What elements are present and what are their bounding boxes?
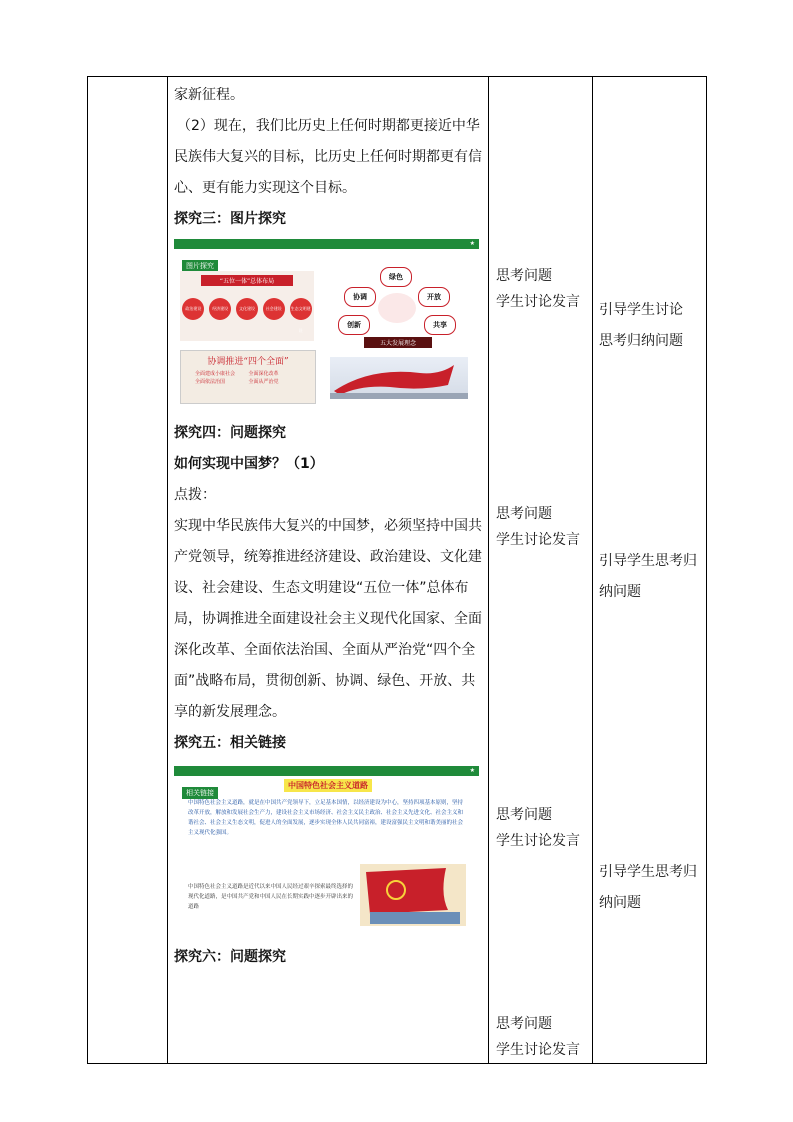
slide-header-bar: ★: [174, 766, 479, 776]
column-divider: [488, 77, 489, 1063]
slide-tag: 相关链接: [182, 787, 218, 799]
four-item: 全面依法治国: [195, 379, 226, 385]
activity-line: 引导学生讨论: [599, 302, 683, 318]
activity-line: 思考归纳问题: [599, 333, 683, 349]
slide-title: 中国特色社会主义道路: [284, 779, 372, 792]
party-flag-cartoon: [360, 864, 466, 926]
party-flag-image: [330, 357, 468, 399]
slide-header-bar: ★: [174, 239, 479, 249]
activity-line: 学生讨论发言: [496, 294, 580, 310]
column-divider: [592, 77, 593, 1063]
lesson-table: [87, 76, 707, 1064]
tip-label: 点拨：: [174, 487, 216, 503]
student-activity-4: [496, 1011, 580, 1063]
five-ideas-diagram: [332, 263, 462, 353]
flag-illustration: [330, 357, 468, 399]
idea-open: 开放: [418, 287, 450, 307]
column-divider: [167, 77, 168, 1063]
five-item: 文化建设: [236, 298, 258, 320]
idea-green: 绿色: [380, 267, 412, 287]
activity-line: 学生讨论发言: [496, 1042, 580, 1058]
teacher-activity-3: [599, 857, 697, 919]
five-item: 生态文明建设: [290, 298, 312, 320]
content-column: [174, 77, 486, 973]
ideas-center: [378, 293, 416, 323]
five-item: 政治建设: [182, 298, 204, 320]
activity-line: 引导学生思考归: [599, 864, 697, 880]
activity-line: 思考问题: [496, 1016, 552, 1032]
slide-image-picture-inquiry: [174, 239, 479, 404]
activity-line: 纳问题: [599, 584, 641, 600]
student-activity-1: [496, 263, 580, 315]
slide-image-related-link: [174, 766, 479, 932]
question-title: 如何实现中国梦？（1）: [174, 456, 324, 472]
four-title: 协调推进“四个全面”: [207, 357, 289, 367]
section-heading: 探究六：问题探究: [174, 949, 286, 965]
teacher-activity-2: [599, 546, 697, 608]
activity-line: 思考问题: [496, 268, 552, 284]
five-in-one-title: “五位一体”总体布局: [201, 275, 293, 286]
activity-line: 学生讨论发言: [496, 532, 580, 548]
section-heading: 探究三：图片探究: [174, 211, 286, 227]
five-in-one-diagram: [180, 271, 314, 341]
idea-coordinate: 协调: [344, 287, 376, 307]
idea-share: 共享: [424, 315, 456, 335]
four-item: 全面深化改革: [248, 371, 279, 377]
answer-paragraph: 实现中华民族伟大复兴的中国梦，必须坚持中国共产党领导，统筹推进经济建设、政治建设、文化建设、社会建设、生态文明建设“五位一体”总体布局，协调推进全面建设社会主义现代化国家、全面深化改革、全面依法治国、全面从严治党“四个全面”战略布局，贯彻创新、协调、绿色、开放、共享的新发展理念。: [174, 518, 482, 720]
section-heading: 探究五：相关链接: [174, 735, 286, 751]
activity-line: 引导学生思考归: [599, 553, 697, 569]
section-heading: 探究四：问题探究: [174, 425, 286, 441]
student-activity-2: [496, 501, 580, 553]
activity-line: 纳问题: [599, 895, 641, 911]
teacher-activity-1: [599, 295, 683, 357]
activity-line: 思考问题: [496, 807, 552, 823]
four-item: 全面建成小康社会: [195, 371, 236, 377]
ideas-caption: 五大发展理念: [364, 337, 432, 348]
student-activity-3: [496, 802, 580, 854]
slide-text-2: 中国特色社会主义道路是近代以来中国人民经过艰辛探索最终选择的现代化道路，是中国共产党和中国人民在长期实践中逐步开辟出来的道路: [188, 884, 354, 910]
four-comprehensives-diagram: [180, 350, 316, 404]
slide-text-1: 中国特色社会主义道路，就是在中国共产党领导下，立足基本国情，以经济建设为中心，坚持四项基本原则，坚持改革开放，解放和发展社会生产力，建设社会主义市场经济、社会主义民主政治、社会主义先进文化、社会主义和谐社会、社会主义生态文明，促进人的全面发展，逐步实现全体人民共同富裕，建设富强民主文明和谐美丽的社会主义现代化强国。: [188, 800, 464, 836]
cartoon-illustration: [360, 864, 466, 926]
activity-line: 学生讨论发言: [496, 833, 580, 849]
activity-line: 思考问题: [496, 506, 552, 522]
slide-tag: 图片探究: [182, 260, 218, 272]
five-item: 经济建设: [209, 298, 231, 320]
idea-innovate: 创新: [338, 315, 370, 335]
five-item: 社会建设: [263, 298, 285, 320]
paragraph: （2）现在，我们比历史上任何时期都更接近中华民族伟大复兴的目标，比历史上任何时期都更有信心、更有能力实现这个目标。: [174, 118, 482, 196]
four-item: 全面从严治党: [248, 379, 279, 385]
text-line: 家新征程。: [174, 87, 244, 103]
